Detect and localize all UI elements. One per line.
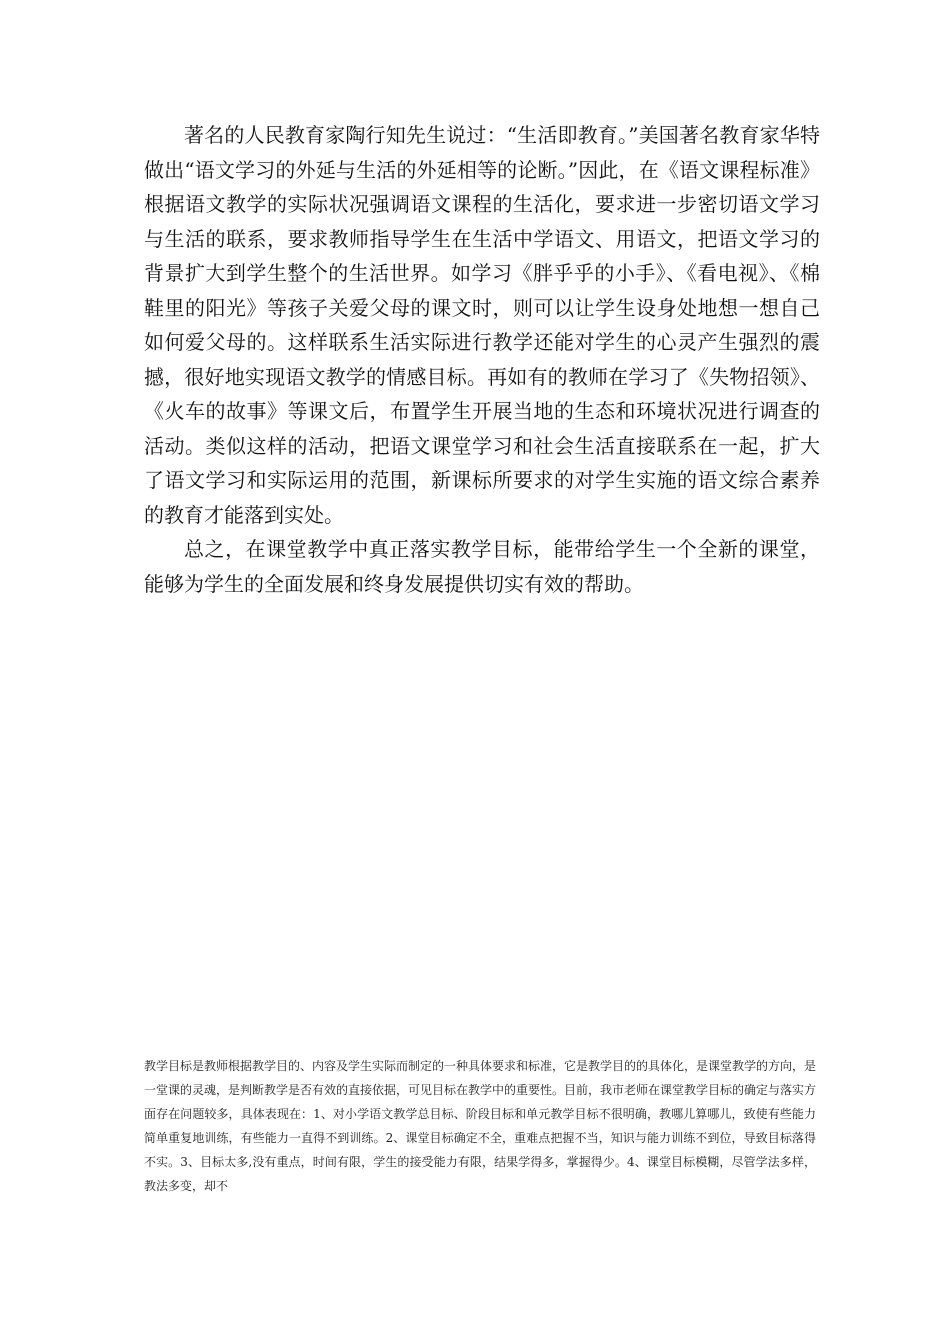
document-body <box>144 118 820 601</box>
body-paragraph: 著名的人民教育家陶行知先生说过：“生活即教育。”美国著名教育家华特做出“语文学习的外延与生活的外延相等的论断。”因此，在《语文课程标准》根据语文教学的实际状况强调语文课程的生活化，要求进一步密切语文学习与生活的联系，要求教师指导学生在生活中学语文、用语文，把语文学习的背景扩大到学生整个的生活世界。如学习《胖乎乎的小手》、《看电视》、《棉鞋里的阳光》等孩子关爱父母的课文时，则可以让学生设身处地想一想自己如何爱父母的。这样联系生活实际进行教学还能对学生的心灵产生强烈的震撼，很好地实现语文教学的情感目标。再如有的教师在学习了《失物招领》、《火车的故事》等课文后，布置学生开展当地的生态和环境状况进行调查的活动。类似这样的活动，把语文课堂学习和社会生活直接联系在一起，扩大了语文学习和实际运用的范围，新课标所要求的对学生实施的语文综合素养的教育才能落到实处。 <box>144 123 820 527</box>
body-paragraph: 总之，在课堂教学中真正落实教学目标，能带给学生一个全新的课堂，能够为学生的全面发展和终身发展提供切实有效的帮助。 <box>144 537 820 596</box>
footer-excerpt: 教学目标是教师根据教学目的、内容及学生实际而制定的一种具体要求和标准，它是教学目的的具体化，是课堂教学的方向，是一堂课的灵魂，是判断教学是否有效的直接依据，可见目标在教学中的重要性。目前，我市老师在课堂教学目标的确定与落实方面存在问题较多，具体表现在：1、对小学语文教学总目标、阶段目标和单元教学目标不很明确，教哪儿算哪儿，致使有些能力简单重复地训练，有些能力一直得不到训练。2、课堂目标确定不全，重难点把握不当，知识与能力训练不到位，导致目标落得不实。3、目标太多,没有重点，时间有限，学生的接受能力有限，结果学得多，掌握得少。4、课堂目标模糊，尽管学法多样，教法多变，却不 <box>144 1059 817 1193</box>
